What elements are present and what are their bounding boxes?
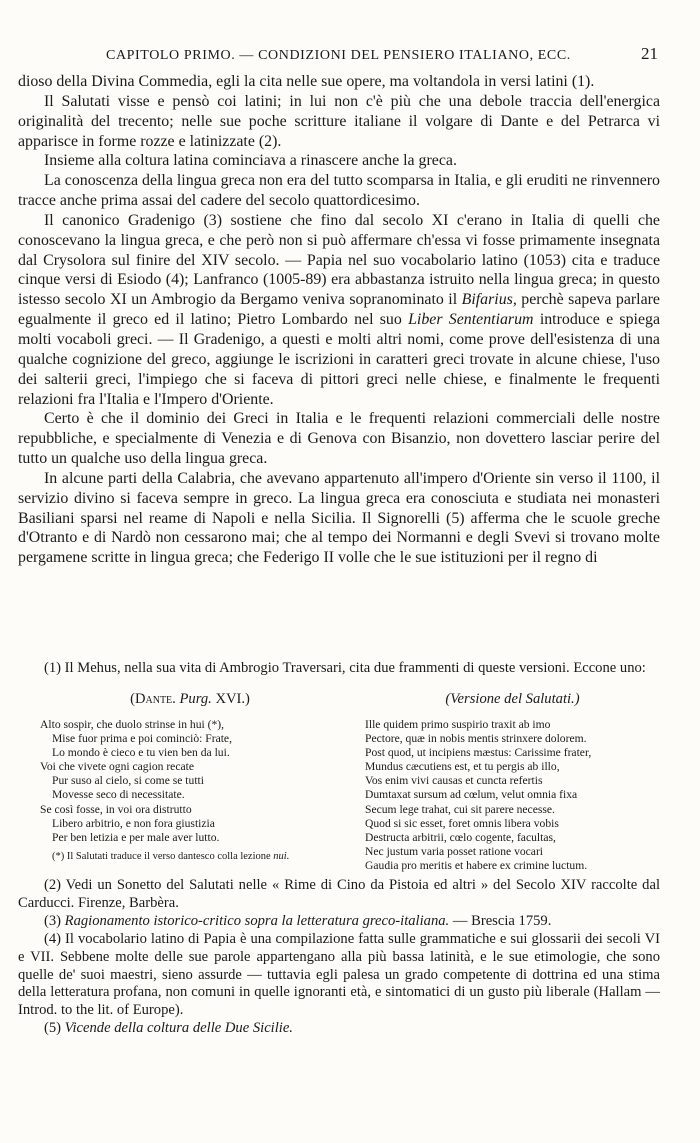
subnote-text: (*) Il Salutati traduce il verso dantesco colla lezione	[52, 850, 274, 862]
verse-line: Quod si sic esset, foret omnis libera vobis	[365, 816, 559, 830]
subnote-italic: nui.	[273, 850, 290, 862]
paragraph: Il Salutati visse e pensò coi latini; in lui non c'è più che una debole traccia dell'energica originalità del trecento; nelle sue poche scritture italiane il volgare di Dante e del Petrarca vi apparisce in forme rozze e latinizzate (2).	[18, 92, 660, 150]
text-run: introduce e spiega molti vocaboli greci. — Il Gradenigo, a questi e molti altri nomi, come prove dell'esistenza di una qualche cognizione del greco, aggiunge le iscrizioni in caratteri greci trovate in alcune chiese, l'uso dei salterii greci, l'impiego che si faceva di pittori greci nelle chiese, e finalmente le frequenti relazioni fra l'Italia e l'Impero d'Oriente.	[18, 311, 661, 408]
verse-line: Pur suso al cielo, si come se tutti	[52, 774, 204, 788]
paragraph: Insieme alla coltura latina cominciava a rinascere anche la greca.	[44, 152, 457, 170]
verse-line: Pectore, quæ in nobis mentis strinxere dolorem.	[365, 732, 587, 746]
footnote-5	[18, 1020, 660, 1038]
verse-line: Lo mondo è cieco e tu vien ben da lui.	[52, 746, 230, 760]
verse-line: Se così fosse, in voi ora distrutto	[40, 802, 192, 816]
footnotes	[18, 660, 660, 1038]
verse-line: Per ben letizia e per male aver lutto.	[52, 830, 220, 844]
verse-line: Mundus cæcutiens est, et tu pergis ab illo,	[365, 760, 560, 774]
verse-line: Libero arbitrio, e non fora giustizia	[52, 816, 215, 830]
verse-line: Destructa arbitrii, cœlo cogente, facultas,	[365, 830, 556, 844]
paragraph: La conoscenza della lingua greca non era del tutto scomparsa in Italia, e gli eruditi ne rinvennero tracce anche prima assai del cadere del secolo quattordicesimo.	[18, 172, 660, 210]
verse-line: Ille quidem primo suspirio traxit ab imo	[365, 718, 551, 731]
dante-canto: XVI.	[215, 690, 246, 707]
paragraph: dioso della Divina Commedia, egli la cita nelle sue opere, ma voltandola in versi latini (1).	[18, 73, 595, 90]
footnote-number: (5)	[44, 1020, 65, 1037]
dante-author: Dante.	[134, 690, 176, 707]
footnote-text: — Brescia 1759.	[449, 912, 552, 929]
footnote-3	[18, 913, 660, 931]
running-title: CAPITOLO PRIMO. — CONDIZIONI DEL PENSIERO ITALIANO, ECC.	[106, 48, 571, 63]
footnote-number: (3)	[44, 912, 65, 929]
text-run: Il canonico Gradenigo (3) sostiene che fino dal secolo XI c'erano in Italia di quelli che conoscevano la lingua greca, e che però non si può affermare ch'essa vi fosse primamente insegnata dal Crysolora sul finire del XIV secolo. — Papia nel suo vocabolario latino (1053) cita e traduce cinque versi di Esiodo (4); Lanfranco (1005-89) era abbastanza istruito nella lingua greca; in questo istesso secolo XI un Ambrogio da Bergamo veniva sopranominato il	[18, 211, 660, 309]
parallel-verses	[18, 692, 660, 873]
paragraph: Certo è che il dominio dei Greci in Italia e le frequenti relazioni commerciali delle nostre repubbliche, e specialmente di Venezia e di Genova con Bisanzio, non dovettero lasciar perire del tutto un qualche uso della lingua greca.	[18, 410, 660, 468]
verse-line: Alto sospir, che duolo strinse in hui (*),	[40, 718, 225, 731]
verse-line: Post quod, ut incipiens mæstus: Carissime frater,	[365, 746, 592, 760]
page-number: 21	[641, 44, 658, 63]
salutati-column	[365, 692, 660, 873]
verse-line: Vos enim vivi causas et cuncta refertis	[365, 774, 543, 788]
verse-line: Movesse seco di necessitate.	[52, 788, 185, 802]
verse-line: Secum lege trahat, cui sit parere necesse.	[365, 802, 555, 816]
paragraph	[18, 211, 660, 409]
footnote-title: Vicende della coltura delle Due Sicilie.	[64, 1020, 293, 1037]
italic-term: Bifarius,	[461, 291, 517, 309]
verse-line: Mise fuor prima e poi cominciò: Frate,	[52, 732, 232, 746]
footnote-1: (1) Il Mehus, nella sua vita di Ambrogio Traversari, cita due frammenti di queste versioni. Eccone uno:	[44, 660, 646, 676]
dante-column	[40, 692, 340, 873]
dante-subnote	[52, 850, 340, 864]
paragraph: In alcune parti della Calabria, che avevano appartenuto all'impero d'Oriente sin verso il 1100, il servizio divino si faceva sempre in greco. La lingua greca era conosciuta e studiata nei monasteri Basiliani sparsi nel reame di Napoli e nella Sicilia. Il Signorelli (5) afferma che le scuole greche d'Otranto e di Nardò non cessarono mai; che al tempo dei Normanni e degli Svevi si trovano molte pergamene scritte in lingua greca; che Federigo II volle che le sue istituzioni per il regno di	[18, 469, 660, 567]
text-run: perchè sapeva parlare egualmente il greco ed il latino; Pietro Lombardo nel suo	[18, 291, 660, 329]
footnote-4: (4) Il vocabolario latino di Papia è una compilazione fatta sulle grammatiche e sui glossarii dei secoli VI e VII. Sebbene molte delle sue parole appartengano alla più bassa latinità, e le sue etimologie, che sono quelle de' suoi maestri, sieno assurde — tuttavia egli palesa un grado competente di dottrina ed una stima della letteratura profana, non comuni in quelle ignoranti età, e sintomatici di un gusto più liberale (Hallam — Introd. to the lit. of Europe).	[18, 930, 660, 1019]
verse-line: Dumtaxat sursum ad cœlum, velut omnia fixa	[365, 788, 578, 802]
verse-line: Voi che vivete ogni cagion recate	[40, 760, 194, 774]
verse-line: Nec justum varia posset ratione vocari	[365, 844, 544, 858]
page-header	[18, 44, 658, 68]
dante-work: Purg.	[179, 690, 212, 707]
verse-line: Gaudia pro meritis et habere ex crimine luctum.	[365, 858, 588, 872]
main-text	[18, 72, 660, 568]
footnote-title: Ragionamento istorico-critico sopra la letteratura greco-italiana.	[64, 912, 450, 929]
salutati-heading	[365, 692, 660, 706]
book-title: Liber Sententiarum	[408, 311, 534, 329]
salutati-title: (Versione del Salutati.)	[445, 690, 580, 707]
dante-heading: (Dante. Purg. XVI.)	[130, 690, 250, 707]
footnote-2: (2) Vedi un Sonetto del Salutati nelle « Rime di Cino da Pistoia ed altri » del Secolo XIV raccolte dal Carducci. Firenze, Barbèra.	[18, 877, 660, 911]
